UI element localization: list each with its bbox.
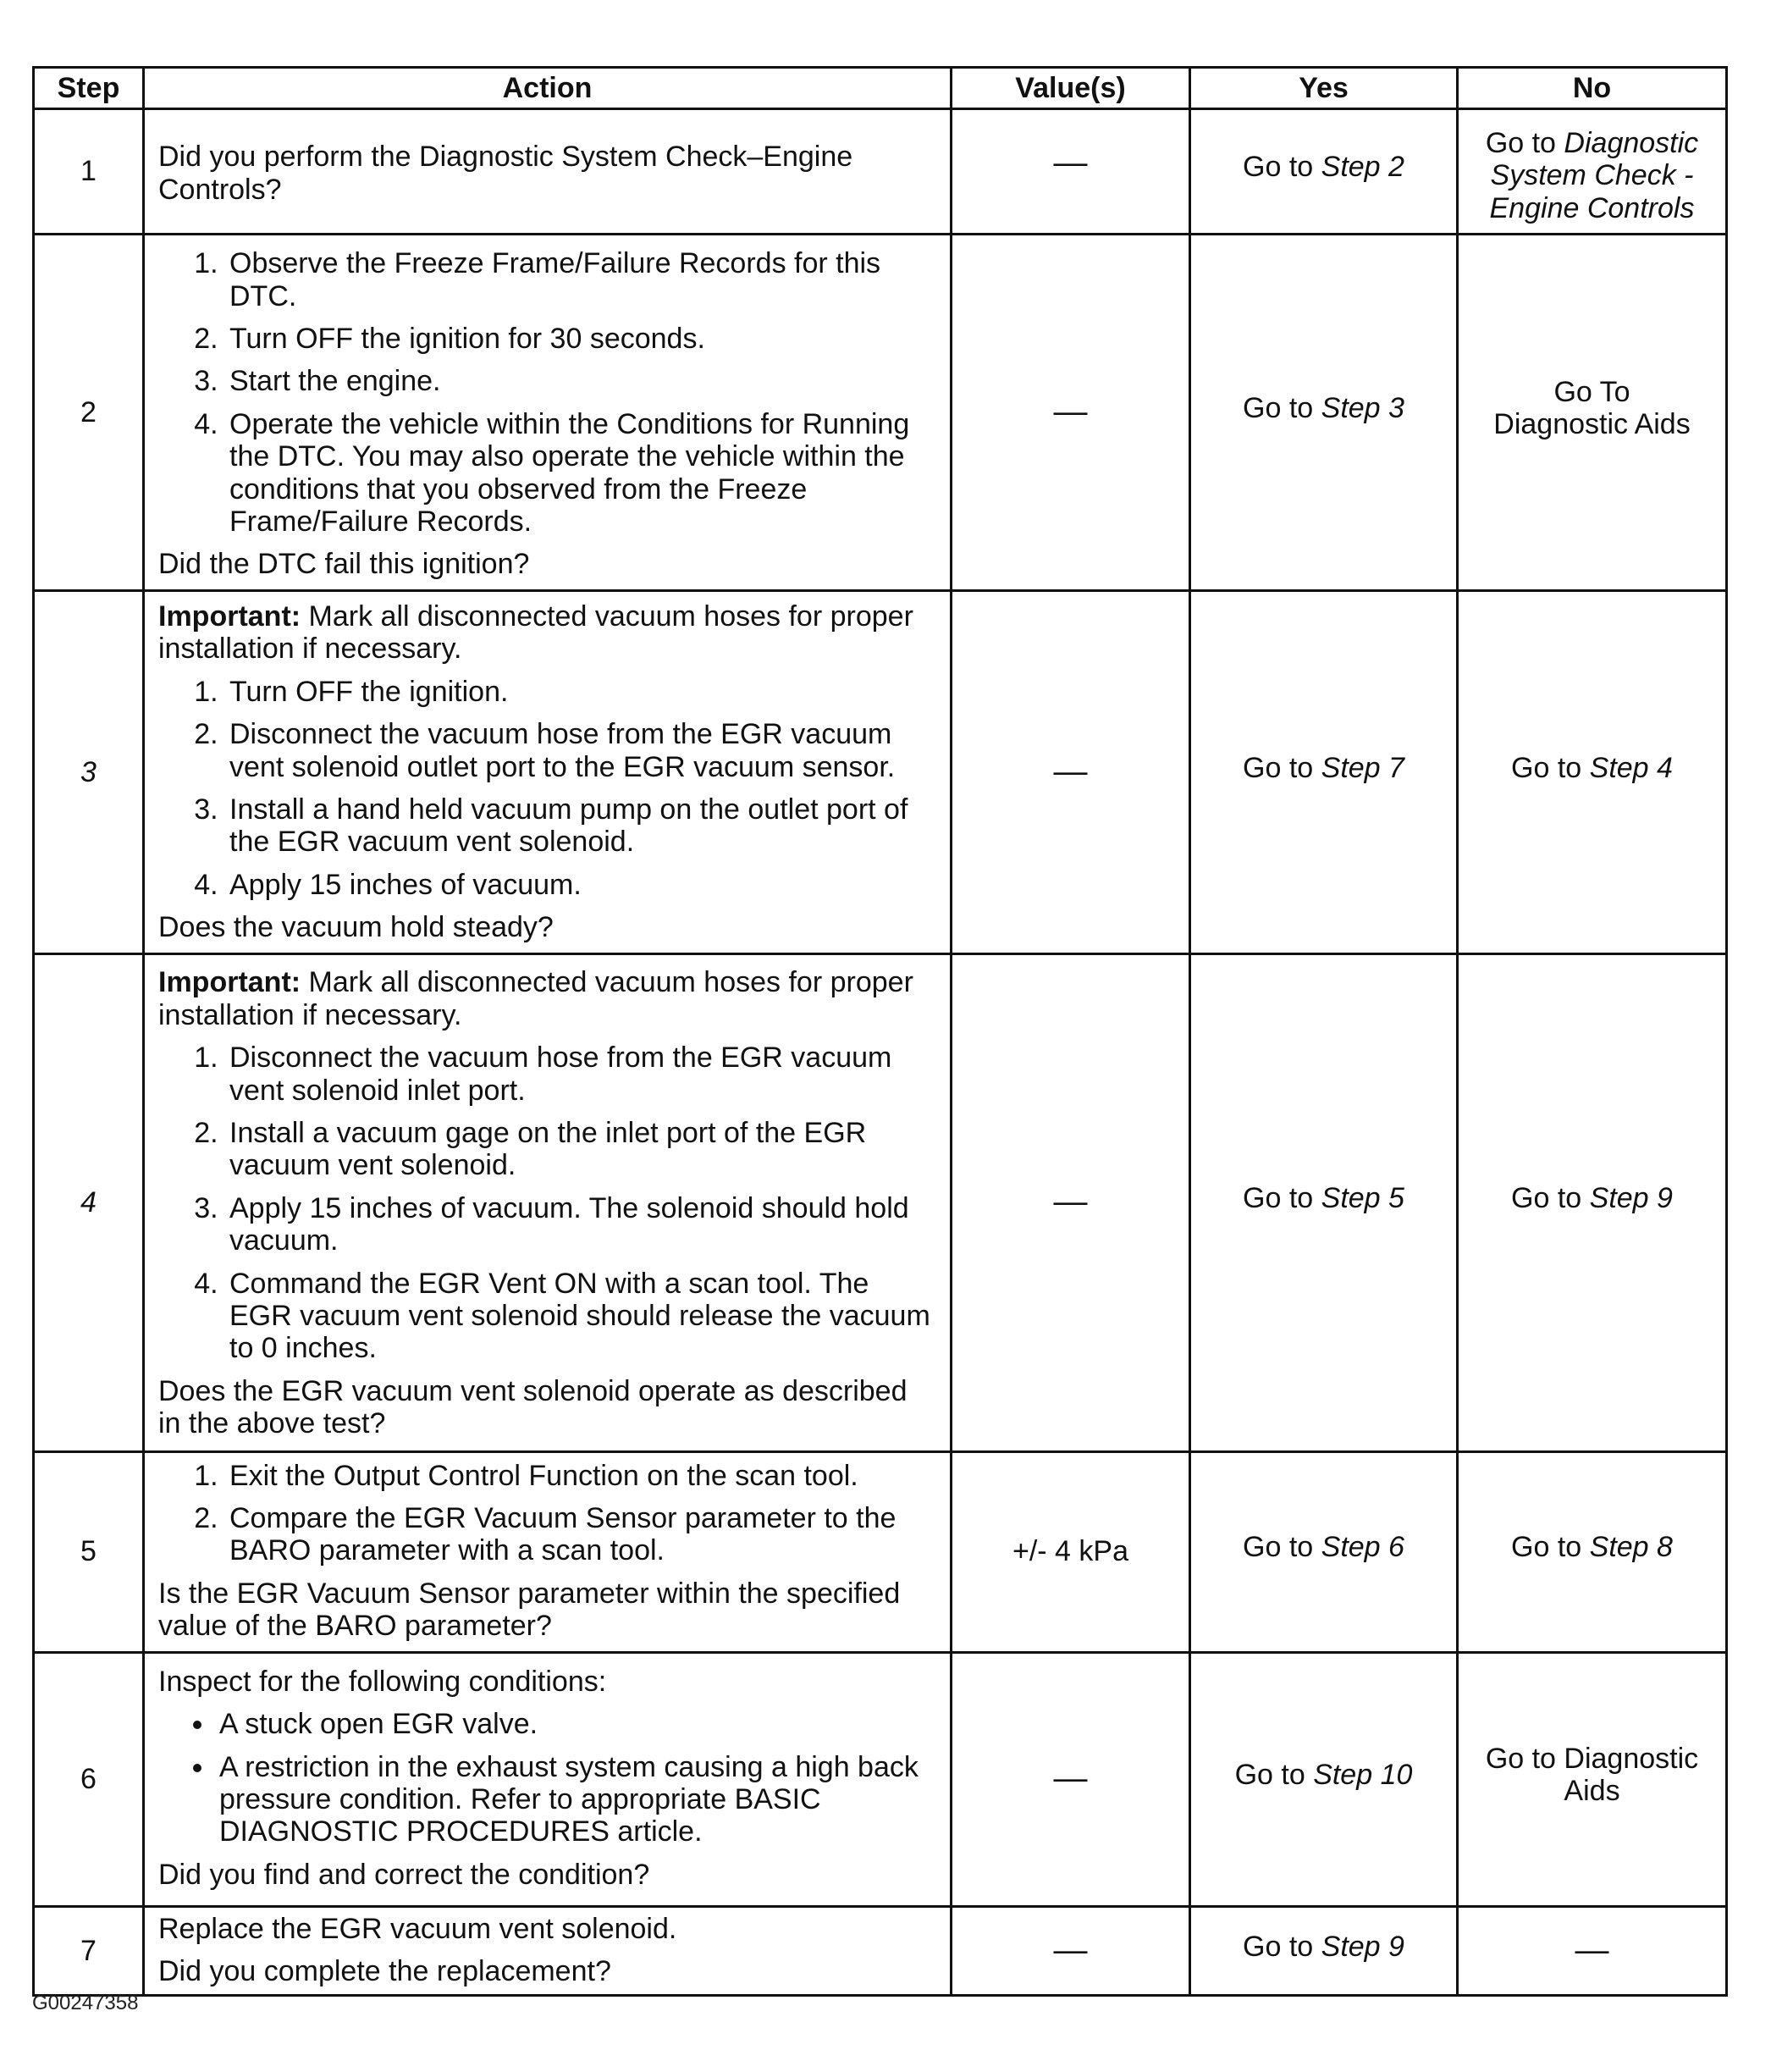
table-row xyxy=(34,1451,1727,1652)
diagnostic-table-page xyxy=(32,66,1725,1997)
list-item: 2. Disconnect the vacuum hose from the EGR vacuum vent solenoid outlet port to the EGR vacuum sensor. xyxy=(226,718,936,783)
list-item: 2. Install a vacuum gage on the inlet port of the EGR vacuum vent solenoid. xyxy=(226,1117,936,1182)
step-number: 5 xyxy=(34,1451,144,1652)
no-prefix: Go to xyxy=(1511,1531,1590,1564)
diagnostic-table xyxy=(32,66,1728,1997)
table-row xyxy=(34,953,1727,1451)
no-cell: — xyxy=(1458,1906,1727,1996)
no-target-link: Go To Diagnostic Aids xyxy=(1493,375,1691,441)
conditions-list xyxy=(158,1708,936,1848)
yes-target-link: Step 3 xyxy=(1321,391,1404,424)
action-intro: Important: Mark all disconnected vacuum hoses for proper installation if necessary. xyxy=(158,599,913,666)
list-item: 3. Start the engine. xyxy=(226,365,936,397)
action-intro: Replace the EGR vacuum vent solenoid. xyxy=(158,1912,677,1945)
value-cell: — xyxy=(952,1652,1190,1906)
yes-target-link: Step 6 xyxy=(1321,1531,1404,1564)
no-cell xyxy=(1458,109,1727,235)
no-cell xyxy=(1458,590,1727,953)
header-step: Step xyxy=(34,68,144,109)
table-row xyxy=(34,1906,1727,1996)
no-target-link: Diagnostic System Check - Engine Controls xyxy=(1489,127,1699,224)
table-row xyxy=(34,109,1727,235)
yes-prefix: Go to xyxy=(1243,151,1321,184)
yes-prefix: Go to xyxy=(1243,1531,1321,1564)
action-question: Is the EGR Vacuum Sensor parameter within the specified value of the BARO parameter? xyxy=(158,1577,901,1643)
table-row xyxy=(34,1652,1727,1906)
action-steps-list xyxy=(158,247,936,538)
action-steps-list xyxy=(158,1460,936,1567)
list-item: 1. Turn OFF the ignition. xyxy=(226,676,936,708)
no-target-link: Go to Diagnostic Aids xyxy=(1485,1742,1699,1808)
yes-cell xyxy=(1190,953,1458,1451)
no-cell xyxy=(1458,235,1727,591)
header-values: Value(s) xyxy=(952,68,1190,109)
figure-id-caption: G00247358 xyxy=(32,1992,139,2014)
action-question: Did you complete the replacement? xyxy=(158,1954,611,1987)
yes-cell xyxy=(1190,235,1458,591)
action-cell xyxy=(144,1652,952,1906)
value-cell: +/- 4 kPa xyxy=(952,1451,1190,1652)
header-yes: Yes xyxy=(1190,68,1458,109)
yes-cell xyxy=(1190,1652,1458,1906)
table-row xyxy=(34,235,1727,591)
step-number: 4 xyxy=(34,953,144,1451)
action-cell xyxy=(144,1906,952,1996)
list-item: 4. Command the EGR Vent ON with a scan tool. The EGR vacuum vent solenoid should release the vacuum to 0 inches. xyxy=(226,1268,936,1365)
action-question: Did you perform the Diagnostic System Check–Engine Controls? xyxy=(158,141,853,206)
step-number: 6 xyxy=(34,1652,144,1906)
yes-prefix: Go to xyxy=(1234,1758,1314,1791)
no-target-link: Step 4 xyxy=(1589,751,1673,784)
value-cell: — xyxy=(952,109,1190,235)
action-cell xyxy=(144,109,952,235)
step-number: 1 xyxy=(34,109,144,235)
no-prefix: Go to xyxy=(1485,127,1564,159)
yes-prefix: Go to xyxy=(1243,391,1321,424)
yes-prefix: Go to xyxy=(1243,1181,1321,1214)
yes-cell xyxy=(1190,590,1458,953)
list-item: 4. Operate the vehicle within the Conditions for Running the DTC. You may also operate the vehicle within the conditions that you observed from the Freeze Frame/Failure Records. xyxy=(226,408,936,539)
list-item: 2. Turn OFF the ignition for 30 seconds. xyxy=(226,323,936,355)
yes-cell xyxy=(1190,1451,1458,1652)
yes-target-link: Step 5 xyxy=(1321,1181,1404,1214)
action-question: Did the DTC fail this ignition? xyxy=(158,548,530,581)
value-cell: — xyxy=(952,1906,1190,1996)
no-prefix: Go to xyxy=(1511,751,1590,784)
step-number: 3 xyxy=(34,590,144,953)
list-item: 3. Apply 15 inches of vacuum. The solenoid should hold vacuum. xyxy=(226,1192,936,1257)
yes-cell xyxy=(1190,109,1458,235)
value-cell: — xyxy=(952,590,1190,953)
action-steps-list xyxy=(158,676,936,901)
action-cell xyxy=(144,590,952,953)
list-item: • A stuck open EGR valve. xyxy=(216,1708,936,1740)
action-steps-list xyxy=(158,1042,936,1365)
action-cell xyxy=(144,235,952,591)
yes-cell xyxy=(1190,1906,1458,1996)
action-intro: Important: Mark all disconnected vacuum hoses for proper installation if necessary. xyxy=(158,966,913,1031)
yes-target-link: Step 2 xyxy=(1321,151,1404,184)
important-label: Important: xyxy=(158,599,301,633)
yes-target-link: Step 10 xyxy=(1313,1758,1413,1791)
no-target-link: Step 9 xyxy=(1589,1181,1673,1214)
action-question: Did you find and correct the condition? xyxy=(158,1858,650,1891)
table-row xyxy=(34,590,1727,953)
no-target-link: Step 8 xyxy=(1589,1531,1673,1564)
action-question: Does the vacuum hold steady? xyxy=(158,911,554,944)
yes-target-link: Step 9 xyxy=(1321,1930,1404,1963)
list-item: 1. Exit the Output Control Function on the scan tool. xyxy=(226,1460,936,1492)
header-row xyxy=(34,68,1727,109)
step-number: 2 xyxy=(34,235,144,591)
no-cell xyxy=(1458,953,1727,1451)
list-item: 1. Observe the Freeze Frame/Failure Records for this DTC. xyxy=(226,247,936,312)
header-action: Action xyxy=(144,68,952,109)
list-item: • A restriction in the exhaust system causing a high back pressure condition. Refer to appropriate BASIC DIAGNOSTIC PROCEDURES article. xyxy=(216,1751,936,1848)
list-item: 4. Apply 15 inches of vacuum. xyxy=(226,869,936,901)
value-cell: — xyxy=(952,953,1190,1451)
action-question: Does the EGR vacuum vent solenoid operate as described in the above test? xyxy=(158,1374,908,1440)
action-cell xyxy=(144,953,952,1451)
list-item: 1. Disconnect the vacuum hose from the EGR vacuum vent solenoid inlet port. xyxy=(226,1042,936,1107)
yes-prefix: Go to xyxy=(1243,751,1321,784)
action-intro: Inspect for the following conditions: xyxy=(158,1665,607,1698)
no-cell xyxy=(1458,1451,1727,1652)
list-item: 2. Compare the EGR Vacuum Sensor parameter to the BARO parameter with a scan tool. xyxy=(226,1502,936,1567)
important-label: Important: xyxy=(158,966,301,999)
action-cell xyxy=(144,1451,952,1652)
yes-prefix: Go to xyxy=(1243,1930,1321,1963)
value-cell: — xyxy=(952,235,1190,591)
step-number: 7 xyxy=(34,1906,144,1996)
list-item: 3. Install a hand held vacuum pump on the outlet port of the EGR vacuum vent solenoid. xyxy=(226,793,936,859)
no-cell xyxy=(1458,1652,1727,1906)
no-prefix: Go to xyxy=(1511,1181,1590,1214)
header-no: No xyxy=(1458,68,1727,109)
yes-target-link: Step 7 xyxy=(1321,751,1404,784)
